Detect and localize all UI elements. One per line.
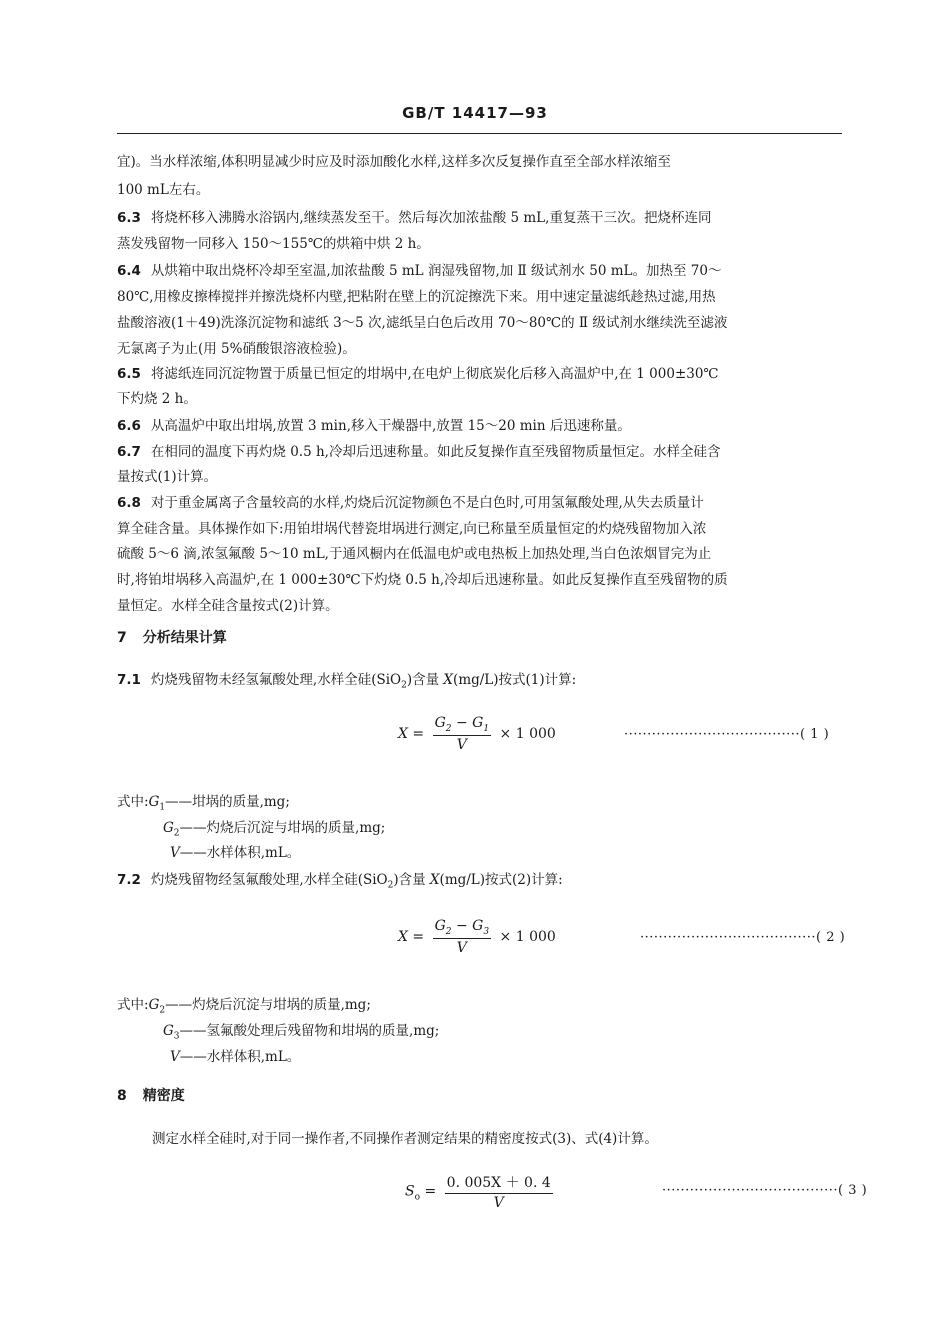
eq-fraction	[445, 1172, 553, 1211]
symbol-description: ——水样体积,mL。	[179, 845, 301, 861]
heading-title: 分析结果计算	[142, 630, 227, 646]
subscript: 3	[483, 926, 490, 937]
symbol-description: ——水样体积,mL。	[179, 1049, 301, 1065]
numerator-term: G	[434, 918, 446, 934]
eq-fraction	[433, 918, 491, 956]
symbol: G	[148, 997, 160, 1013]
operator: −	[451, 715, 473, 731]
where-prefix: 式中:	[117, 794, 149, 810]
section-text: 从烘箱中取出烧杯冷却至室温,加浓盐酸 5 mL 润湿残留物,加 Ⅱ 级试剂水 50 mL。加热至 70～	[150, 263, 722, 279]
section-text: )含量	[393, 872, 430, 888]
eq-multiplier: × 1 000	[499, 928, 556, 945]
equation-1	[398, 715, 556, 753]
body-line: 下灼烧 2 h。	[117, 391, 197, 407]
section-number: 7.1	[117, 672, 141, 688]
numerator-term: G	[472, 918, 484, 934]
equation-2	[398, 918, 556, 956]
section-6-5	[117, 362, 719, 382]
section-6-7	[117, 440, 720, 460]
symbol: G	[148, 794, 160, 810]
eq-numerator	[433, 715, 491, 736]
subscript: o	[414, 1192, 421, 1203]
body-line: 硫酸 5～6 滴,浓氢氟酸 5～10 mL,于通风橱内在低温电炉或电热板上加热处理,当白色浓烟冒完为止	[117, 546, 712, 562]
subscript: 3	[173, 1031, 180, 1042]
eq-numerator	[433, 918, 491, 939]
section-text: )含量	[406, 672, 444, 688]
section-number: 6.4	[117, 263, 141, 279]
body-line: 量按式(1)计算。	[117, 469, 218, 485]
section-text: (mg/L)按式(2)计算:	[439, 872, 563, 888]
section-text: 对于重金属离子含量较高的水样,灼烧后沉淀物颜色不是白色时,可用氢氟酸处理,从失去质量计	[150, 495, 704, 511]
section-text: 将滤纸连同沉淀物置于质量已恒定的坩埚中,在电炉上彻底炭化后移入高温炉中,在 1 000±30℃	[150, 366, 719, 382]
section-text: 灼烧残留物未经氢氟酸处理,水样全硅(SiO	[150, 672, 402, 688]
eq-sign: =	[412, 725, 425, 742]
equation-number: ······································( 1 )	[624, 727, 830, 742]
standard-header: GB/T 14417—93	[402, 104, 548, 122]
where-line	[117, 993, 371, 1016]
subscript: 2	[159, 1005, 166, 1016]
heading-number: 8	[117, 1088, 127, 1104]
section-number: 6.8	[117, 495, 141, 511]
body-line: 100 mL左右。	[117, 182, 210, 198]
symbol: G	[163, 820, 174, 836]
body-line: 80℃,用橡皮擦棒搅拌并擦洗烧杯内壁,把粘附在壁上的沉淀擦洗下来。用中速定量滤纸趁热过滤,用热	[117, 289, 716, 305]
body-line: 量恒定。水样全硅含量按式(2)计算。	[117, 598, 339, 614]
where-line	[163, 1019, 439, 1042]
eq-denominator: V	[456, 939, 467, 956]
section-text: 在相同的温度下再灼烧 0.5 h,冷却后迅速称量。如此反复操作直至残留物质量恒定。水样全硅含	[150, 444, 721, 460]
section-6-8	[117, 491, 704, 511]
symbol: V	[170, 845, 180, 861]
symbol: V	[170, 1049, 180, 1065]
section-number: 6.3	[117, 210, 141, 226]
eq-multiplier: × 1 000	[499, 725, 556, 742]
where-line	[163, 816, 385, 839]
section-text: 从高温炉中取出坩埚,放置 3 min,移入干燥器中,放置 15～20 min 后迅速称量。	[150, 418, 631, 434]
heading-number: 7	[117, 630, 127, 646]
numerator-term: G	[472, 715, 484, 731]
section-7-2: 7.2 灼烧残留物经氢氟酸处理,水样全硅(SiO$_2$)含量 X(mg/L)按式(2)计算:	[117, 872, 563, 891]
where-line	[170, 841, 300, 861]
body-line: 测定水样全硅时,对于同一操作者,不同操作者测定结果的精密度按式(3)、式(4)计算。	[152, 1131, 658, 1147]
heading-title: 精密度	[142, 1088, 185, 1104]
where-line	[117, 790, 290, 813]
subscript: 2	[173, 828, 180, 839]
section-8-heading	[117, 1085, 185, 1105]
subscript: 1	[483, 723, 490, 734]
section-number: 7.2	[117, 872, 141, 888]
subscript: 1	[159, 802, 166, 813]
subscript: 2	[445, 926, 452, 937]
eq-lhs: X	[398, 725, 408, 742]
symbol-description: ——灼烧后沉淀与坩埚的质量,mg;	[165, 997, 371, 1013]
section-6-3	[117, 206, 711, 226]
body-line: 时,将铂坩埚移入高温炉,在 1 000±30℃下灼烧 0.5 h,冷却后迅速称量。如此反复操作直至残留物的质	[117, 572, 728, 588]
eq-denominator: V	[493, 1195, 504, 1211]
equation-3	[405, 1172, 557, 1211]
equation-number: ······································( 3 )	[662, 1183, 868, 1198]
eq-lhs: S	[405, 1183, 415, 1200]
where-prefix: 式中:	[117, 997, 149, 1013]
section-number: 6.7	[117, 444, 141, 460]
section-7-1: 7.1 灼烧残留物未经氢氟酸处理,水样全硅(SiO$_2$)含量 X(mg/L)按式(1)计算:	[117, 672, 577, 691]
body-line: 算全硅含量。具体操作如下:用铂坩埚代替瓷坩埚进行测定,向已称量至质量恒定的灼烧残留物加入浓	[117, 521, 707, 537]
section-7-heading	[117, 627, 227, 647]
section-6-4	[117, 259, 722, 279]
section-text: 灼烧残留物经氢氟酸处理,水样全硅(SiO	[150, 872, 388, 888]
where-line	[170, 1045, 300, 1065]
equation-number: ······································( 2 )	[640, 930, 846, 945]
section-text: (mg/L)按式(1)计算:	[453, 672, 577, 688]
section-number: 6.6	[117, 418, 141, 434]
eq-fraction	[433, 715, 491, 753]
subscript: 2	[445, 723, 452, 734]
section-6-6	[117, 414, 631, 434]
symbol-description: ——灼烧后沉淀与坩埚的质量,mg;	[179, 820, 386, 836]
body-line: 蒸发残留物一同移入 150～155℃的烘箱中烘 2 h。	[117, 236, 430, 252]
body-line: 无氯离子为止(用 5%硝酸银溶液检验)。	[117, 341, 356, 357]
body-line: 盐酸溶液(1＋49)洗涤沉淀物和滤纸 3～5 次,滤纸呈白色后改用 70～80℃的 Ⅱ 级试剂水继续洗至滤液	[117, 315, 728, 331]
eq-sign: =	[424, 1183, 437, 1200]
symbol-description: ——坩埚的质量,mg;	[165, 794, 290, 810]
symbol-description: ——氢氟酸处理后残留物和坩埚的质量,mg;	[179, 1023, 440, 1039]
section-text: 将烧杯移入沸腾水浴锅内,继续蒸发至干。然后每次加浓盐酸 5 mL,重复蒸干三次。把烧杯连同	[150, 210, 712, 226]
body-line: 宜)。当水样浓缩,体积明显减少时应及时添加酸化水样,这样多次反复操作直至全部水样浓缩至	[117, 154, 671, 170]
eq-sign: =	[412, 928, 425, 945]
symbol: G	[163, 1023, 174, 1039]
eq-numerator: 0. 005X ＋ 0. 4	[445, 1172, 553, 1194]
section-number: 6.5	[117, 366, 141, 382]
operator: −	[451, 918, 473, 934]
eq-denominator: V	[456, 736, 467, 753]
eq-lhs: X	[398, 928, 408, 945]
numerator-term: G	[434, 715, 446, 731]
header-rule	[117, 133, 842, 134]
